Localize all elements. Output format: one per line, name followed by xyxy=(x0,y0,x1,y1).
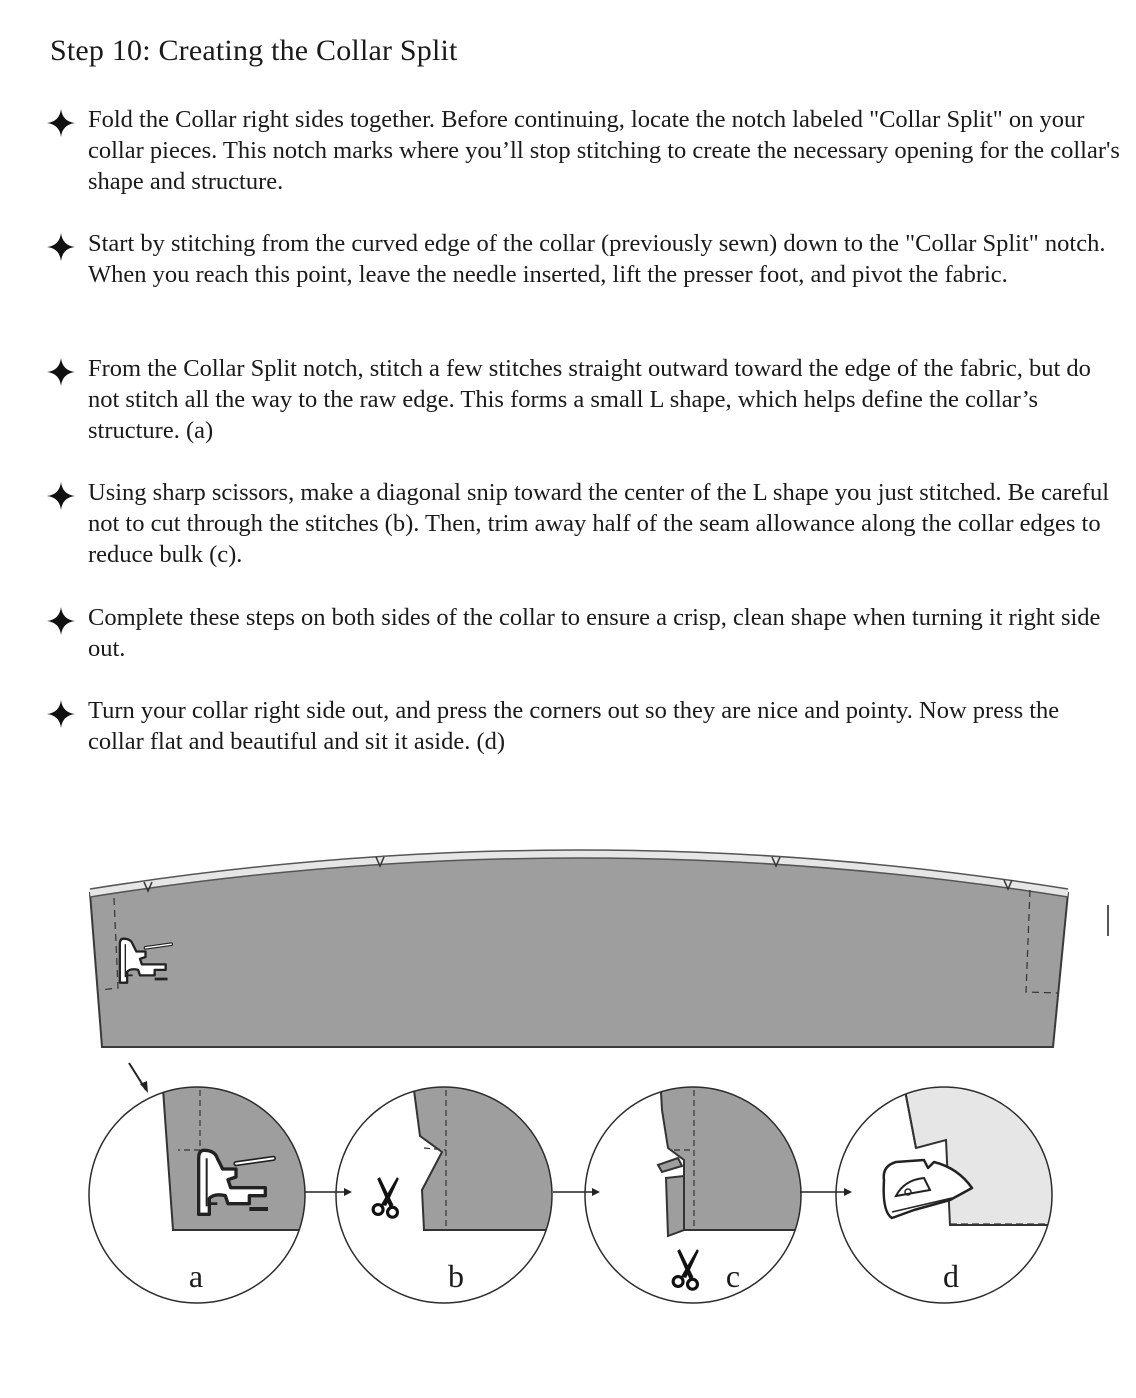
scissors-icon xyxy=(673,1249,699,1289)
sparkle-bullet-icon xyxy=(46,232,76,262)
detail-d xyxy=(836,1085,1060,1303)
step-text: Fold the Collar right sides together. Before continuing, locate the notch labeled "Collar Split" on your collar pieces. This notch marks where you’ll stop stitching to create the necessary opening for the collar's shape and structure. xyxy=(88,106,1120,195)
sparkle-bullet-icon xyxy=(46,699,76,729)
step-text: Complete these steps on both sides of the collar to ensure a crisp, clean shape when turning it right side out. xyxy=(88,604,1101,662)
detail-label: c xyxy=(725,1258,741,1294)
list-item xyxy=(46,477,1120,570)
list-item xyxy=(46,228,1120,290)
sparkle-bullet-icon xyxy=(46,357,76,387)
detail-label: a xyxy=(188,1258,204,1294)
collar-piece xyxy=(90,850,1068,1047)
detail-b xyxy=(336,1075,560,1303)
list-item xyxy=(46,695,1120,757)
detail-label: d xyxy=(943,1258,959,1294)
step-text: Start by stitching from the curved edge of the collar (previously sewn) down to the "Collar Split" notch. When you reach this point, leave the needle inserted, lift the presser foot, and pivot the fabric. xyxy=(88,230,1106,288)
list-item xyxy=(46,104,1120,197)
sparkle-bullet-icon xyxy=(46,108,76,138)
step-text: Using sharp scissors, make a diagonal snip toward the center of the L shape you just stitched. Be careful not to cut through the stitches (b). Then, trim away half of the seam allowance along the collar edges to reduce bulk (c). xyxy=(88,479,1110,568)
detail-label: b xyxy=(448,1258,464,1294)
detail-c xyxy=(585,1075,810,1303)
sparkle-bullet-icon xyxy=(46,481,76,511)
detail-a xyxy=(89,1075,310,1303)
scissors-icon xyxy=(373,1177,399,1217)
step-text: From the Collar Split notch, stitch a few stitches straight outward toward the edge of the fabric, but do not stitch all the way to the raw edge. This forms a small L shape, which helps define the collar’s structure. (a) xyxy=(88,355,1091,444)
step-text: Turn your collar right side out, and press the corners out so they are nice and pointy. Now press the collar flat and beautiful and sit it aside. (d) xyxy=(88,697,1060,755)
collar-illustration xyxy=(0,840,1136,1320)
sparkle-bullet-icon xyxy=(46,606,76,636)
list-item xyxy=(46,353,1120,446)
list-item xyxy=(46,602,1120,664)
page-title: Step 10: Creating the Collar Split xyxy=(50,34,458,67)
